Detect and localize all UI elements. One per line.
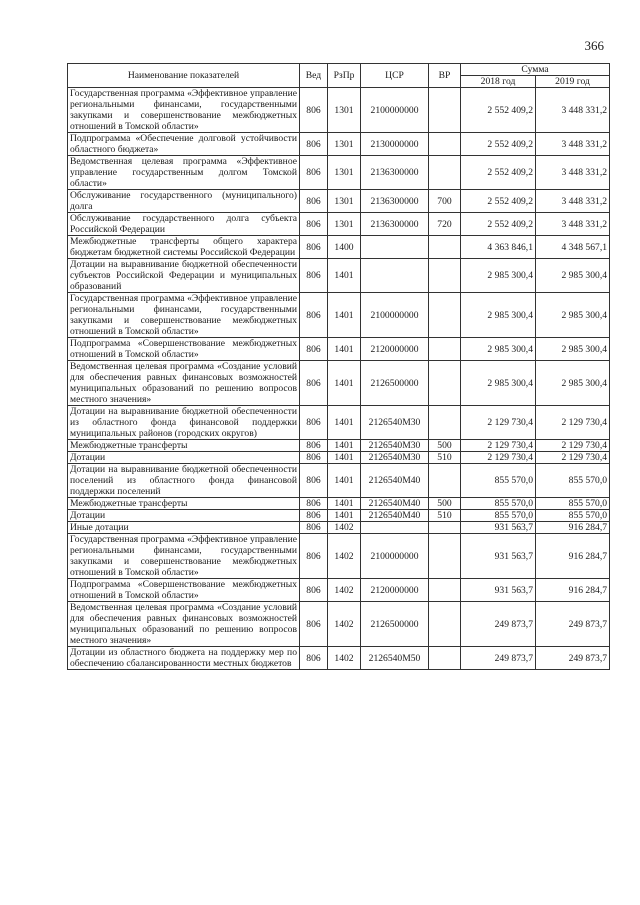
- cell-sum-2019: 2 985 300,4: [536, 293, 610, 338]
- cell-ved: 806: [300, 579, 328, 602]
- cell-name: Межбюджетные трансферты общего характера бюджетам бюджетной системы Российской Федерации: [68, 236, 300, 259]
- cell-sum-2018: 2 129 730,4: [461, 406, 536, 440]
- cell-ved: 806: [300, 190, 328, 213]
- cell-ved: 806: [300, 510, 328, 522]
- table-row: [68, 213, 610, 236]
- cell-sum-2018: 249 873,7: [461, 602, 536, 647]
- cell-ved: 806: [300, 522, 328, 534]
- cell-vr: 500: [429, 440, 461, 452]
- header-name: Наименование показателей: [68, 64, 300, 88]
- header-year-2018: 2018 год: [461, 76, 536, 88]
- cell-ved: 806: [300, 498, 328, 510]
- cell-rzpr: 1301: [328, 156, 361, 190]
- cell-ved: 806: [300, 213, 328, 236]
- cell-sum-2019: 3 448 331,2: [536, 190, 610, 213]
- table-row: [68, 647, 610, 670]
- cell-name: Обслуживание государственного долга субъекта Российской Федерации: [68, 213, 300, 236]
- cell-ved: 806: [300, 236, 328, 259]
- cell-vr: 510: [429, 452, 461, 464]
- table-row: [68, 338, 610, 361]
- cell-rzpr: 1401: [328, 361, 361, 406]
- cell-sum-2018: 2 985 300,4: [461, 361, 536, 406]
- cell-csr: 2126540М30: [361, 440, 429, 452]
- cell-sum-2019: 3 448 331,2: [536, 156, 610, 190]
- cell-ved: 806: [300, 338, 328, 361]
- cell-ved: 806: [300, 88, 328, 133]
- table-row: [68, 406, 610, 440]
- table-row: [68, 156, 610, 190]
- cell-ved: 806: [300, 440, 328, 452]
- cell-sum-2019: 3 448 331,2: [536, 133, 610, 156]
- cell-vr: [429, 88, 461, 133]
- cell-csr: 2120000000: [361, 338, 429, 361]
- cell-vr: 510: [429, 510, 461, 522]
- cell-vr: [429, 156, 461, 190]
- cell-sum-2018: 2 985 300,4: [461, 338, 536, 361]
- cell-name: Подпрограмма «Совершенствование межбюджетных отношений в Томской области»: [68, 338, 300, 361]
- cell-vr: [429, 579, 461, 602]
- cell-csr: 2126540М40: [361, 510, 429, 522]
- cell-csr: 2100000000: [361, 293, 429, 338]
- cell-vr: [429, 133, 461, 156]
- cell-sum-2018: 2 985 300,4: [461, 293, 536, 338]
- cell-name: Межбюджетные трансферты: [68, 498, 300, 510]
- table-row: [68, 190, 610, 213]
- cell-csr: [361, 522, 429, 534]
- cell-csr: 2130000000: [361, 133, 429, 156]
- cell-ved: 806: [300, 361, 328, 406]
- cell-rzpr: 1402: [328, 647, 361, 670]
- cell-rzpr: 1402: [328, 579, 361, 602]
- table-row: [68, 498, 610, 510]
- cell-sum-2019: 3 448 331,2: [536, 213, 610, 236]
- cell-rzpr: 1401: [328, 464, 361, 498]
- cell-rzpr: 1401: [328, 293, 361, 338]
- cell-sum-2018: 2 552 409,2: [461, 190, 536, 213]
- cell-sum-2018: 2 552 409,2: [461, 156, 536, 190]
- header-csr: ЦСР: [361, 64, 429, 88]
- table-row: [68, 133, 610, 156]
- cell-rzpr: 1402: [328, 522, 361, 534]
- cell-sum-2018: 2 552 409,2: [461, 213, 536, 236]
- cell-name: Государственная программа «Эффективное управление региональными финансами, государственными закупками и совершенствование межбюджетных отношений в Томской области»: [68, 88, 300, 133]
- cell-name: Дотации: [68, 510, 300, 522]
- table-row: [68, 88, 610, 133]
- cell-rzpr: 1401: [328, 406, 361, 440]
- cell-vr: [429, 259, 461, 293]
- header-ved: Вед: [300, 64, 328, 88]
- cell-name: Государственная программа «Эффективное управление региональными финансами, государственными закупками и совершенствование межбюджетных отношений в Томской области»: [68, 534, 300, 579]
- cell-ved: 806: [300, 259, 328, 293]
- cell-name: Ведомственная целевая программа «Эффективное управление государственным долгом Томской области»: [68, 156, 300, 190]
- cell-name: Дотации из областного бюджета на поддержку мер по обеспечению сбалансированности местных бюджетов: [68, 647, 300, 670]
- cell-vr: [429, 464, 461, 498]
- cell-sum-2018: 2 552 409,2: [461, 88, 536, 133]
- cell-rzpr: 1400: [328, 236, 361, 259]
- cell-ved: 806: [300, 534, 328, 579]
- cell-name: Обслуживание государственного (муниципального) долга: [68, 190, 300, 213]
- cell-name: Межбюджетные трансферты: [68, 440, 300, 452]
- cell-sum-2018: 855 570,0: [461, 498, 536, 510]
- cell-csr: 2126540М40: [361, 498, 429, 510]
- cell-vr: [429, 293, 461, 338]
- cell-ved: 806: [300, 452, 328, 464]
- cell-name: Ведомственная целевая программа «Создание условий для обеспечения равных финансовых возможностей муниципальных образований по решению вопросов местного значения»: [68, 361, 300, 406]
- cell-sum-2019: 855 570,0: [536, 510, 610, 522]
- table-row: [68, 361, 610, 406]
- cell-sum-2018: 2 129 730,4: [461, 452, 536, 464]
- cell-rzpr: 1401: [328, 338, 361, 361]
- cell-vr: [429, 338, 461, 361]
- cell-sum-2018: 2 129 730,4: [461, 440, 536, 452]
- cell-csr: 2100000000: [361, 88, 429, 133]
- cell-rzpr: 1301: [328, 190, 361, 213]
- cell-sum-2019: 2 129 730,4: [536, 440, 610, 452]
- cell-ved: 806: [300, 647, 328, 670]
- cell-name: Дотации на выравнивание бюджетной обеспеченности поселений из областного фонда финансовой поддержки поселений: [68, 464, 300, 498]
- page-number: 366: [584, 38, 604, 53]
- cell-rzpr: 1401: [328, 440, 361, 452]
- cell-sum-2019: 2 985 300,4: [536, 259, 610, 293]
- cell-sum-2018: 249 873,7: [461, 647, 536, 670]
- cell-sum-2018: 855 570,0: [461, 510, 536, 522]
- table-header: [68, 64, 610, 88]
- cell-rzpr: 1402: [328, 534, 361, 579]
- table-row: [68, 522, 610, 534]
- cell-csr: 2126540М30: [361, 452, 429, 464]
- cell-sum-2019: 4 348 567,1: [536, 236, 610, 259]
- cell-vr: 500: [429, 498, 461, 510]
- header-year-2019: 2019 год: [536, 76, 610, 88]
- header-rzpr: РзПр: [328, 64, 361, 88]
- table-body: [68, 88, 610, 670]
- table-row: [68, 293, 610, 338]
- cell-rzpr: 1401: [328, 498, 361, 510]
- cell-ved: 806: [300, 293, 328, 338]
- table-row: [68, 602, 610, 647]
- cell-name: Подпрограмма «Обеспечение долговой устойчивости областного бюджета»: [68, 133, 300, 156]
- cell-sum-2019: 249 873,7: [536, 602, 610, 647]
- cell-csr: 2100000000: [361, 534, 429, 579]
- cell-csr: 2126540М40: [361, 464, 429, 498]
- cell-name: Дотации на выравнивание бюджетной обеспеченности субъектов Российской Федерации и муниципальных образований: [68, 259, 300, 293]
- cell-rzpr: 1301: [328, 133, 361, 156]
- table-row: [68, 510, 610, 522]
- cell-rzpr: 1402: [328, 602, 361, 647]
- header-vr: ВР: [429, 64, 461, 88]
- cell-rzpr: 1301: [328, 88, 361, 133]
- cell-sum-2018: 4 363 846,1: [461, 236, 536, 259]
- cell-name: Подпрограмма «Совершенствование межбюджетных отношений в Томской области»: [68, 579, 300, 602]
- table-row: [68, 236, 610, 259]
- cell-vr: 720: [429, 213, 461, 236]
- table-row: [68, 579, 610, 602]
- cell-sum-2019: 855 570,0: [536, 498, 610, 510]
- cell-rzpr: 1401: [328, 259, 361, 293]
- cell-sum-2018: 2 552 409,2: [461, 133, 536, 156]
- cell-name: Дотации: [68, 452, 300, 464]
- cell-sum-2019: 2 129 730,4: [536, 406, 610, 440]
- cell-ved: 806: [300, 464, 328, 498]
- cell-name: Ведомственная целевая программа «Создание условий для обеспечения равных финансовых возможностей муниципальных образований по решению вопросов местного значения»: [68, 602, 300, 647]
- budget-table: [67, 63, 610, 670]
- table-row: [68, 452, 610, 464]
- cell-sum-2018: 855 570,0: [461, 464, 536, 498]
- cell-csr: 2136300000: [361, 213, 429, 236]
- cell-sum-2019: 2 129 730,4: [536, 452, 610, 464]
- cell-csr: 2136300000: [361, 190, 429, 213]
- cell-sum-2019: 2 985 300,4: [536, 361, 610, 406]
- cell-sum-2018: 931 563,7: [461, 534, 536, 579]
- cell-name: Дотации на выравнивание бюджетной обеспеченности из областного фонда финансовой поддержки муниципальных районов (городских округов): [68, 406, 300, 440]
- cell-rzpr: 1401: [328, 510, 361, 522]
- cell-ved: 806: [300, 406, 328, 440]
- table-row: [68, 259, 610, 293]
- cell-rzpr: 1401: [328, 452, 361, 464]
- cell-name: Иные дотации: [68, 522, 300, 534]
- cell-ved: 806: [300, 133, 328, 156]
- cell-vr: [429, 602, 461, 647]
- cell-vr: [429, 406, 461, 440]
- cell-vr: [429, 534, 461, 579]
- cell-ved: 806: [300, 156, 328, 190]
- cell-sum-2019: 916 284,7: [536, 534, 610, 579]
- cell-name: Государственная программа «Эффективное управление региональными финансами, государственными закупками и совершенствование межбюджетных отношений в Томской области»: [68, 293, 300, 338]
- cell-ved: 806: [300, 602, 328, 647]
- table-row: [68, 464, 610, 498]
- cell-sum-2019: 916 284,7: [536, 579, 610, 602]
- header-sum: Сумма: [461, 64, 610, 76]
- cell-vr: [429, 361, 461, 406]
- cell-vr: 700: [429, 190, 461, 213]
- table-row: [68, 534, 610, 579]
- cell-vr: [429, 236, 461, 259]
- cell-sum-2018: 2 985 300,4: [461, 259, 536, 293]
- cell-vr: [429, 522, 461, 534]
- cell-csr: 2126540М30: [361, 406, 429, 440]
- cell-csr: 2126500000: [361, 602, 429, 647]
- cell-rzpr: 1301: [328, 213, 361, 236]
- cell-sum-2019: 2 985 300,4: [536, 338, 610, 361]
- cell-sum-2019: 249 873,7: [536, 647, 610, 670]
- cell-csr: [361, 259, 429, 293]
- cell-csr: [361, 236, 429, 259]
- cell-vr: [429, 647, 461, 670]
- cell-csr: 2126500000: [361, 361, 429, 406]
- table-row: [68, 440, 610, 452]
- cell-csr: 2126540М50: [361, 647, 429, 670]
- cell-sum-2018: 931 563,7: [461, 579, 536, 602]
- cell-sum-2019: 3 448 331,2: [536, 88, 610, 133]
- cell-sum-2018: 931 563,7: [461, 522, 536, 534]
- cell-sum-2019: 916 284,7: [536, 522, 610, 534]
- cell-csr: 2120000000: [361, 579, 429, 602]
- cell-csr: 2136300000: [361, 156, 429, 190]
- cell-sum-2019: 855 570,0: [536, 464, 610, 498]
